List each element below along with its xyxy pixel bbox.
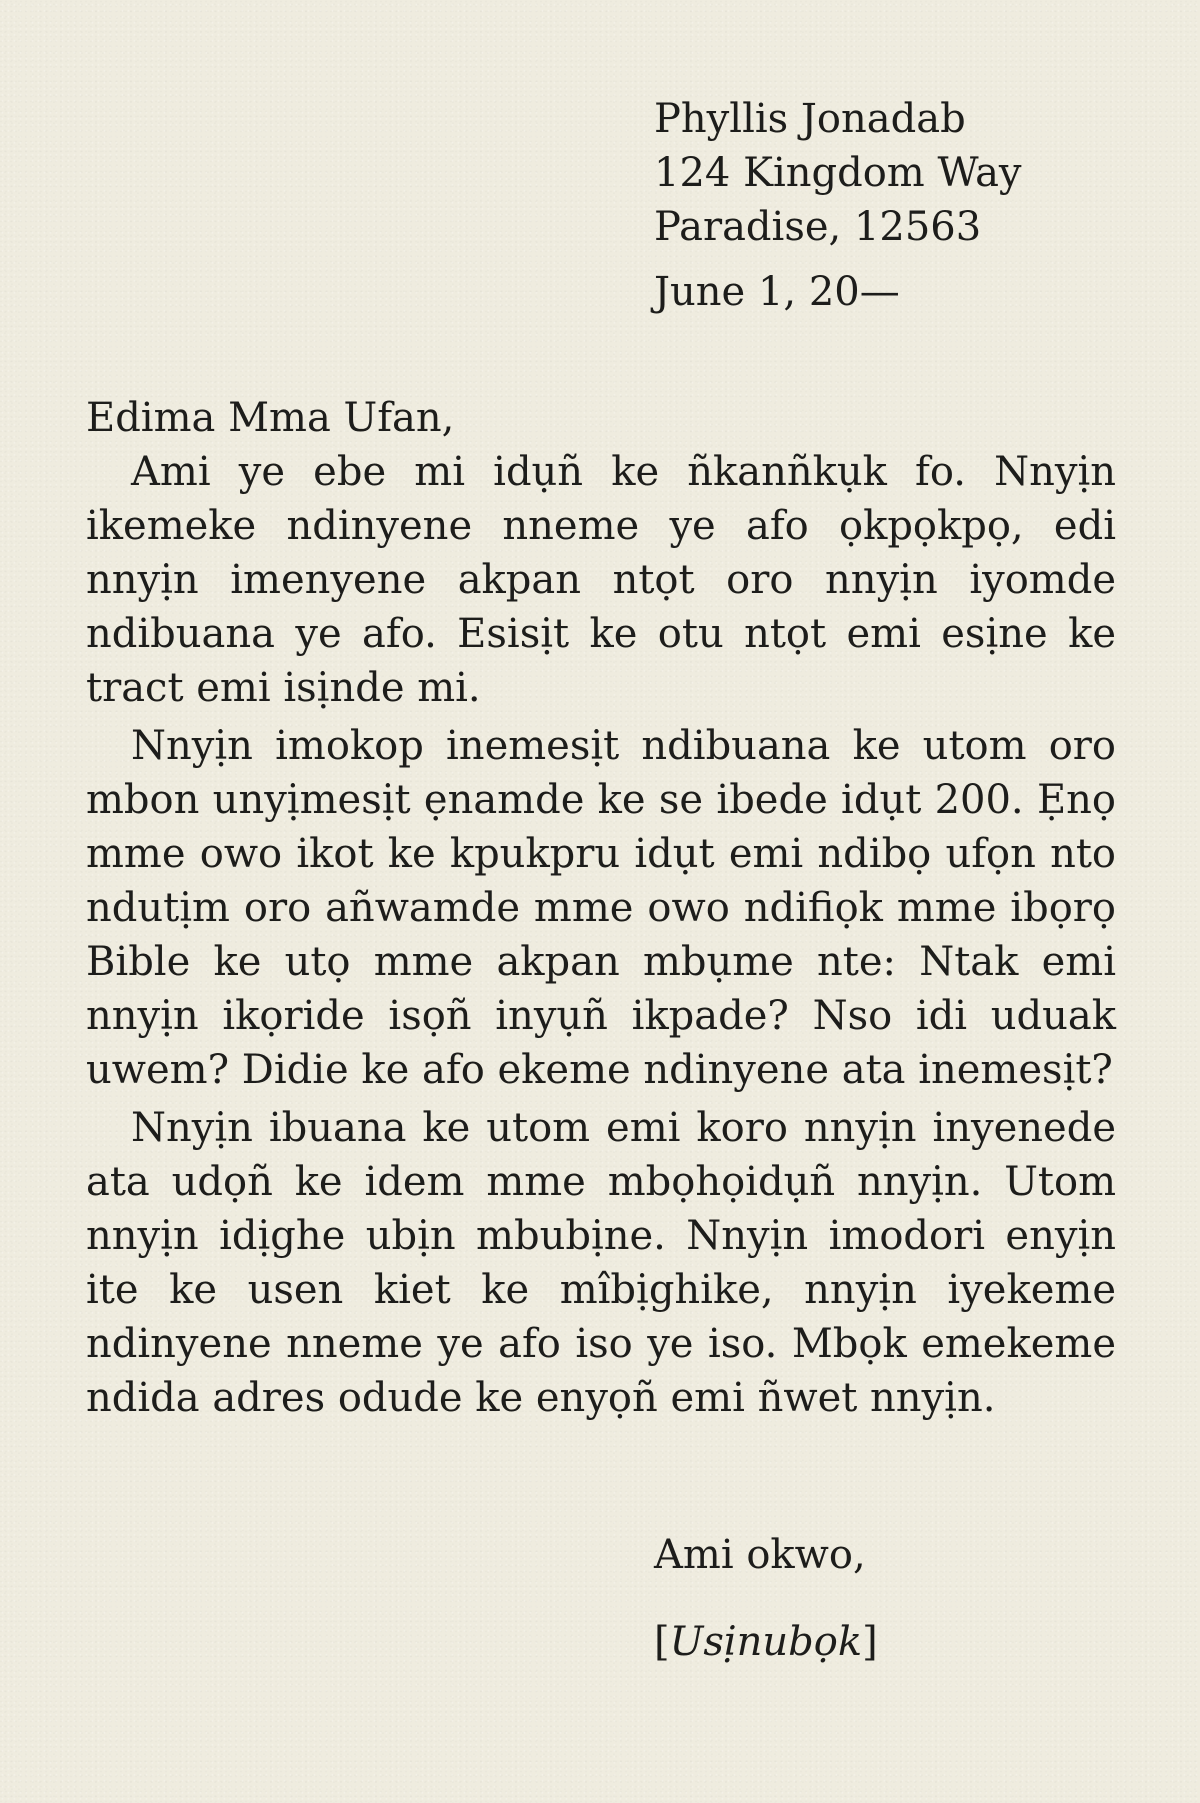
signature-open-bracket: [: [654, 1619, 670, 1665]
signature-placeholder: [654, 1615, 878, 1669]
body-paragraph-3: Nnyịn ibuana ke utom emi koro nnyịn inyenede ata udọñ ke idem mme mbọhọidụñ nnyịn. Utom nnyịn idịghe ubịn mbubịne. Nnyịn imodori enyịn ite ke usen kiet ke mîbịghike, nnyịn iyekeme ndinyene nneme ye afo iso ye iso. Mbọk emekeme ndida adres odude ke enyọñ emi ñwet nnyịn.: [86, 1105, 1116, 1421]
sender-address-block: [654, 92, 1022, 254]
sender-name: Phyllis Jonadab: [654, 96, 966, 142]
closing: Ami okwo,: [654, 1532, 866, 1578]
salutation: Edima Mma Ufan,: [86, 395, 455, 441]
letter-date: June 1, 20—: [654, 269, 900, 315]
body-paragraph-2: Nnyịn imokop inemesịt ndibuana ke utom oro mbon unyịmesịt ẹnamde ke se ibede idụt 200. Ẹnọ mme owo ikot ke kpukpru idụt emi ndibọ ufọn nto ndutịm oro añwamde mme owo ndifiọk mme ibọrọ Bible ke utọ mme akpan mbụme nte: Ntak emi nnyịn ikọride isọñ inyụñ ikpade? Nso idi uduak uwem? Didie ke afo ekeme ndinyene ata inemesịt?: [86, 723, 1116, 1093]
sender-street: 124 Kingdom Way: [654, 150, 1022, 196]
letter-body: [86, 391, 1116, 1429]
signature-text: Usịnubọk: [669, 1619, 863, 1665]
sender-city: Paradise, 12563: [654, 204, 982, 250]
signature-close-bracket: ]: [862, 1619, 878, 1665]
body-paragraph-1: Ami ye ebe mi idụñ ke ñkanñkụk fo. Nnyịn ikemeke ndinyene nneme ye afo ọkpọkpọ, edi nnyịn imenyene akpan ntọt oro nnyịn iyomde ndibuana ye afo. Esisịt ke otu ntọt emi esịne ke tract emi isịnde mi.: [86, 449, 1116, 711]
